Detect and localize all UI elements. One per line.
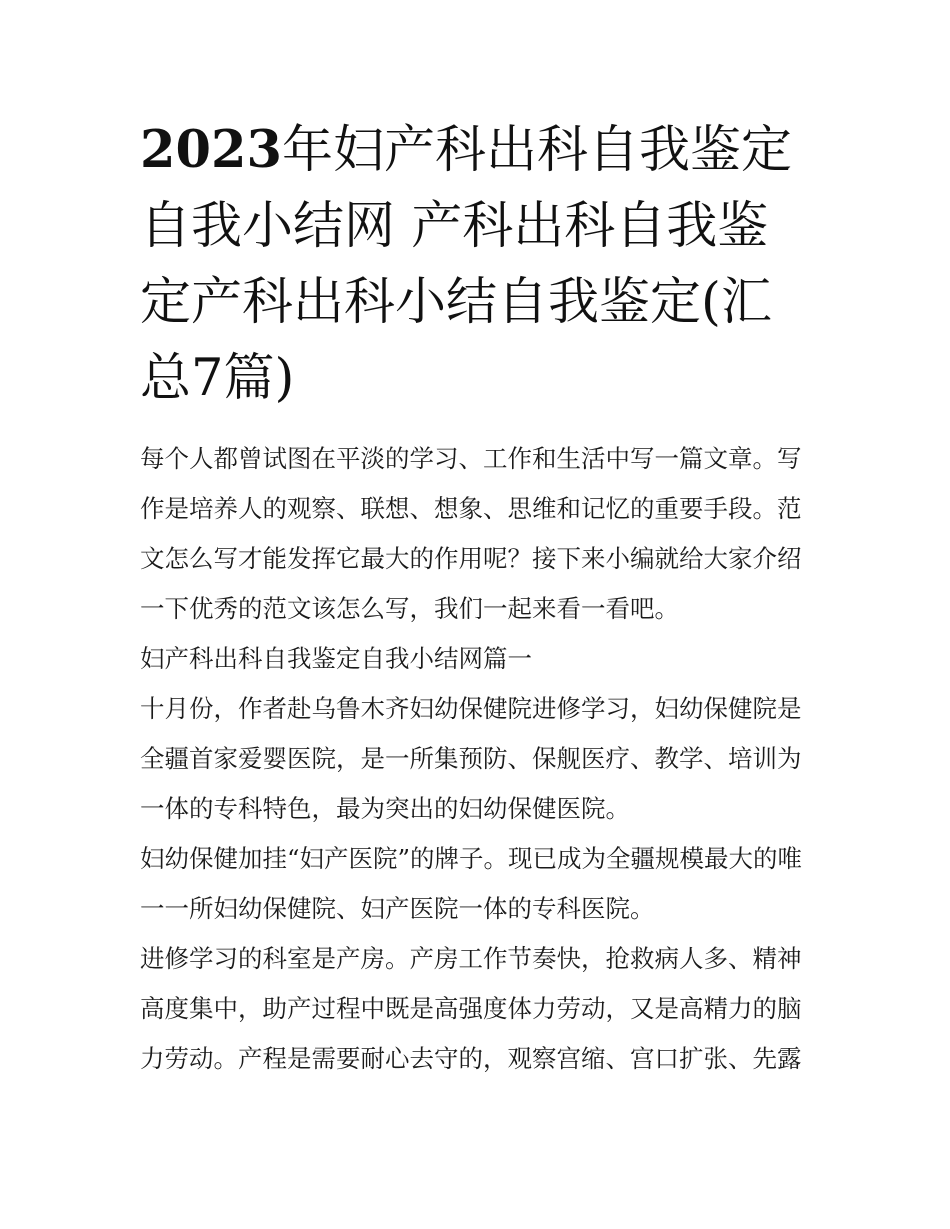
document-title [140, 112, 815, 417]
section-heading: 妇产科出科自我鉴定自我小结网篇一 [140, 644, 532, 673]
title-year: 2023 [140, 120, 282, 180]
intro-paragraph: 每个人都曾试图在平淡的学习、工作和生活中写一篇文章。写作是培养人的观察、联想、想象、思维和记忆的重要手段。范文怎么写才能发挥它最大的作用呢？接下来小编就给大家介绍一下优秀的范文该怎么写，我们一起来看一看吧。 [140, 444, 802, 623]
document-body [140, 434, 815, 1084]
body-paragraph: 进修学习的科室是产房。产房工作节奏快，抢救病人多、精神高度集中，助产过程中既是高强度体力劳动，又是高精力的脑力劳动。产程是需要耐心去守的，观察宫缩、宫口扩张、先露 [140, 944, 802, 1073]
body-paragraph: 妇幼保健加挂“妇产医院”的牌子。现已成为全疆规模最大的唯一一所妇幼保健院、妇产医院一体的专科医院。 [140, 844, 803, 923]
body-paragraph: 十月份，作者赴乌鲁木齐妇幼保健院进修学习，妇幼保健院是全疆首家爱婴医院，是一所集预防、保舰医疗、教学、培训为一体的专科特色，最为突出的妇幼保健医院。 [140, 694, 802, 823]
title-text: 年妇产科出科自我鉴定自我小结网 产科出科自我鉴定产科出科小结自我鉴定(汇总7篇) [140, 121, 792, 408]
